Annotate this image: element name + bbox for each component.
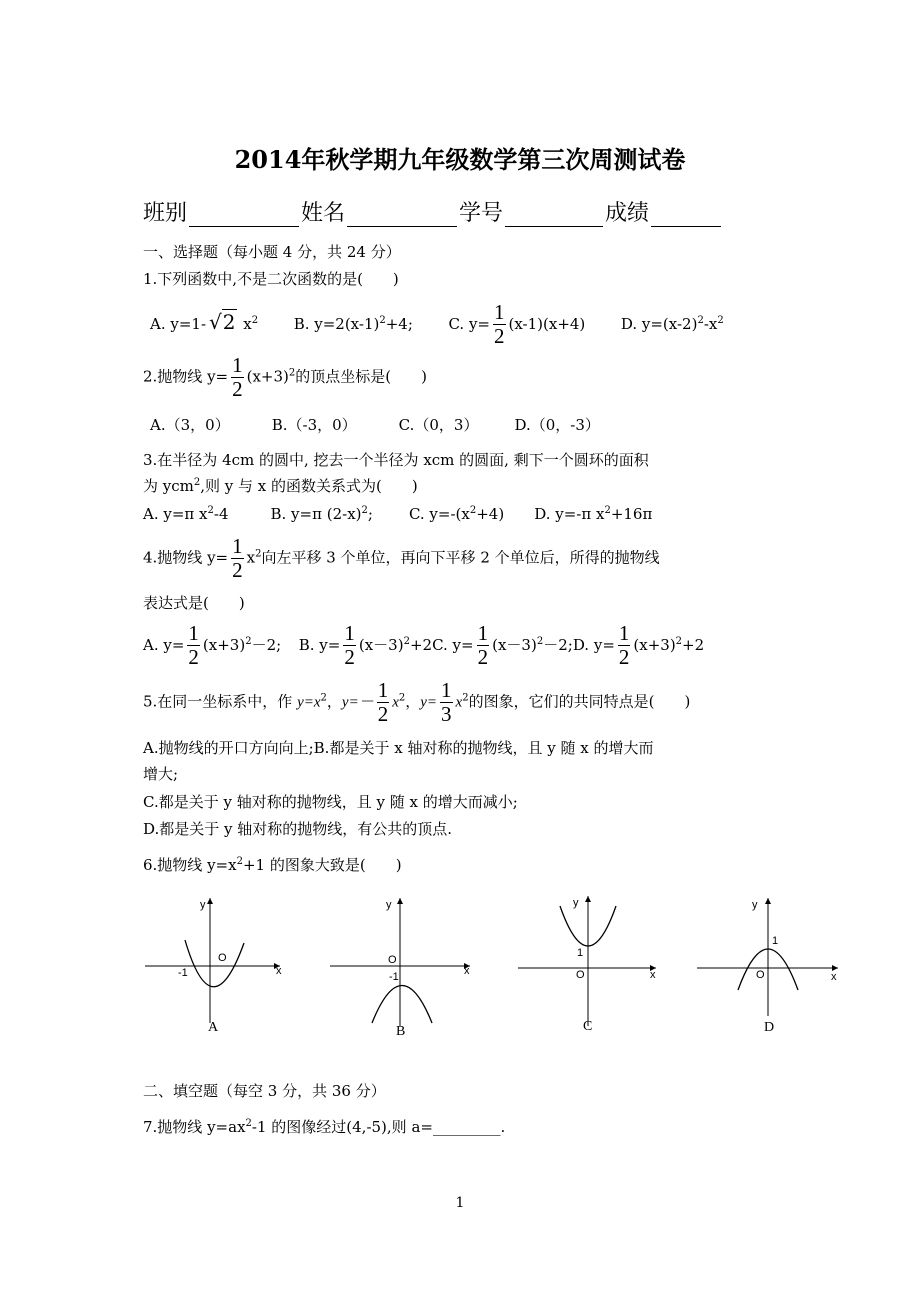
graph-d[interactable]: [697, 898, 838, 1035]
q5-option-ab-line2: 增大;: [143, 765, 179, 783]
graph-d-origin: O: [756, 969, 765, 981]
graph-b-x-label: x: [464, 965, 470, 977]
q3-option-c: C. $y=-(x^2+4)$: [408, 505, 505, 523]
graph-c-x-label: x: [650, 969, 656, 981]
graph-b-tick: -1: [389, 971, 399, 983]
graph-c-label: C: [583, 1019, 593, 1034]
q7-answer-blank[interactable]: _________: [432, 1118, 501, 1136]
q5-option-c: C.都是关于 y 轴对称的抛物线，且 y 随 x 的增大而减小;: [143, 793, 518, 811]
q6-graphs: [140, 888, 850, 1048]
q2-option-d: D.（0，-3）: [514, 416, 600, 434]
score-label: 成绩: [605, 201, 650, 226]
q3-stem-line2: 为 ycm$^2$,则 y 与 x 的函数关系式为( ): [143, 477, 418, 495]
q1-option-a: A. y=1- √2 $x^2$: [150, 309, 259, 334]
graph-a-y-label: y: [200, 899, 206, 911]
name-blank[interactable]: [347, 201, 457, 227]
graph-a-label: A: [208, 1020, 219, 1035]
q4-options: [143, 623, 704, 668]
q1-stem: 1.下列函数中,不是二次函数的是( ): [143, 270, 399, 288]
student-info-row: [143, 196, 723, 227]
graph-c-origin: O: [576, 969, 585, 981]
graph-b-curve: [372, 986, 432, 1024]
q2-stem: 2.抛物线 y= $\frac{1}{2}$ $(x+3)^2$的顶点坐标是( ): [143, 353, 427, 401]
q5-option-ab-line1: A.抛物线的开口方向向上;B.都是关于 x 轴对称的抛物线，且 y 随 x 的增大而: [143, 739, 654, 757]
q4-option-d: D. y= $\frac{1}{2}$ $(x+3)^2+2$: [572, 621, 705, 669]
q4-stem-line2: 表达式是( ): [143, 594, 245, 612]
q4-option-a: A. y= $\frac{1}{2}$ $(x+3)^2-2$;: [143, 621, 282, 669]
graph-d-x-label: x: [831, 971, 837, 983]
number-label: 学号: [459, 201, 504, 226]
q3-option-d: D. y=-π $x^2+16\pi$: [534, 505, 653, 523]
graph-b-label: B: [396, 1024, 406, 1039]
q2-option-c: C.（0，3）: [398, 416, 479, 434]
graph-a-x-label: x: [276, 965, 282, 977]
q3-options: [143, 505, 652, 523]
q5-stem: 5.在同一坐标系中，作 $y=x^2$，y=－ $\frac{1}{2}$ $x^2$，y= $\frac{1}{3}$ $x^2$的图象，它们的共同特点是( ): [143, 678, 691, 726]
graph-b-origin: O: [388, 954, 397, 966]
q4-option-b: B. y= $\frac{1}{2}$ $(x-3)^2+2$: [298, 621, 433, 669]
number-blank[interactable]: [505, 201, 603, 227]
graph-b[interactable]: [330, 898, 470, 1039]
score-blank[interactable]: [651, 201, 721, 227]
q2-option-b: B.（-3，0）: [271, 416, 357, 434]
q2-options: [150, 414, 600, 435]
graph-b-y-label: y: [386, 899, 392, 911]
graph-a-origin: O: [218, 952, 227, 964]
q1-option-c: C. y= $\frac{1}{2}$ (x-1)(x+4): [448, 300, 586, 348]
q1-option-b: B. $y=2(x-1)^2+4$;: [293, 314, 413, 333]
q3-option-a: A. y=π $x^2-4$: [143, 505, 229, 523]
graph-d-tick: 1: [772, 935, 779, 947]
graph-d-label: D: [764, 1020, 775, 1035]
q3-stem-line1: 3.在半径为 4cm 的圆中, 挖去一个半径为 xcm 的圆面, 剩下一个圆环的面积: [143, 451, 649, 469]
section2-heading: 二、填空题（每空 3 分，共 36 分）: [143, 1082, 386, 1100]
graph-a-tick: -1: [178, 967, 188, 979]
q6-option-d-placeholder: D.都是关于 y 轴对称的抛物线，有公共的顶点.: [143, 820, 453, 838]
section1-heading: 一、选择题（每小题 4 分，共 24 分）: [143, 243, 401, 261]
graph-c-tick: 1: [577, 947, 584, 959]
graph-a-curve: [185, 940, 244, 987]
q1-options: [150, 302, 724, 347]
graph-a[interactable]: [145, 898, 282, 1035]
q1-option-d: D. $y=(x-2)^2-x^2$: [620, 314, 724, 333]
q3-option-b: B. y=π $(2-x)^2$;: [270, 505, 373, 523]
q2-option-a: A.（3，0）: [150, 416, 230, 434]
class-blank[interactable]: [189, 201, 299, 227]
q4-option-c: C. y= $\frac{1}{2}$ $(x-3)^2-2$;: [432, 621, 573, 669]
q7-stem: 7.抛物线 $y=ax^2-1$ 的图像经过(4,-5),则 a=_________.: [143, 1118, 506, 1136]
class-label: 班别: [143, 201, 188, 226]
name-label: 姓名: [301, 201, 346, 226]
page-number: 1: [455, 1195, 465, 1211]
page-title: 2014年秋学期九年级数学第三次周测试卷: [234, 145, 686, 174]
graph-c-y-label: y: [573, 897, 579, 909]
graph-c[interactable]: [518, 896, 656, 1034]
q6-stem: 6.抛物线 $y=x^2+1$ 的图象大致是( ): [143, 856, 402, 874]
graph-d-y-label: y: [752, 899, 758, 911]
q4-stem: 4.抛物线 y= $\frac{1}{2}$ $x^2$向左平移 3 个单位，再向下平移 2 个单位后，所得的抛物线: [143, 534, 660, 582]
